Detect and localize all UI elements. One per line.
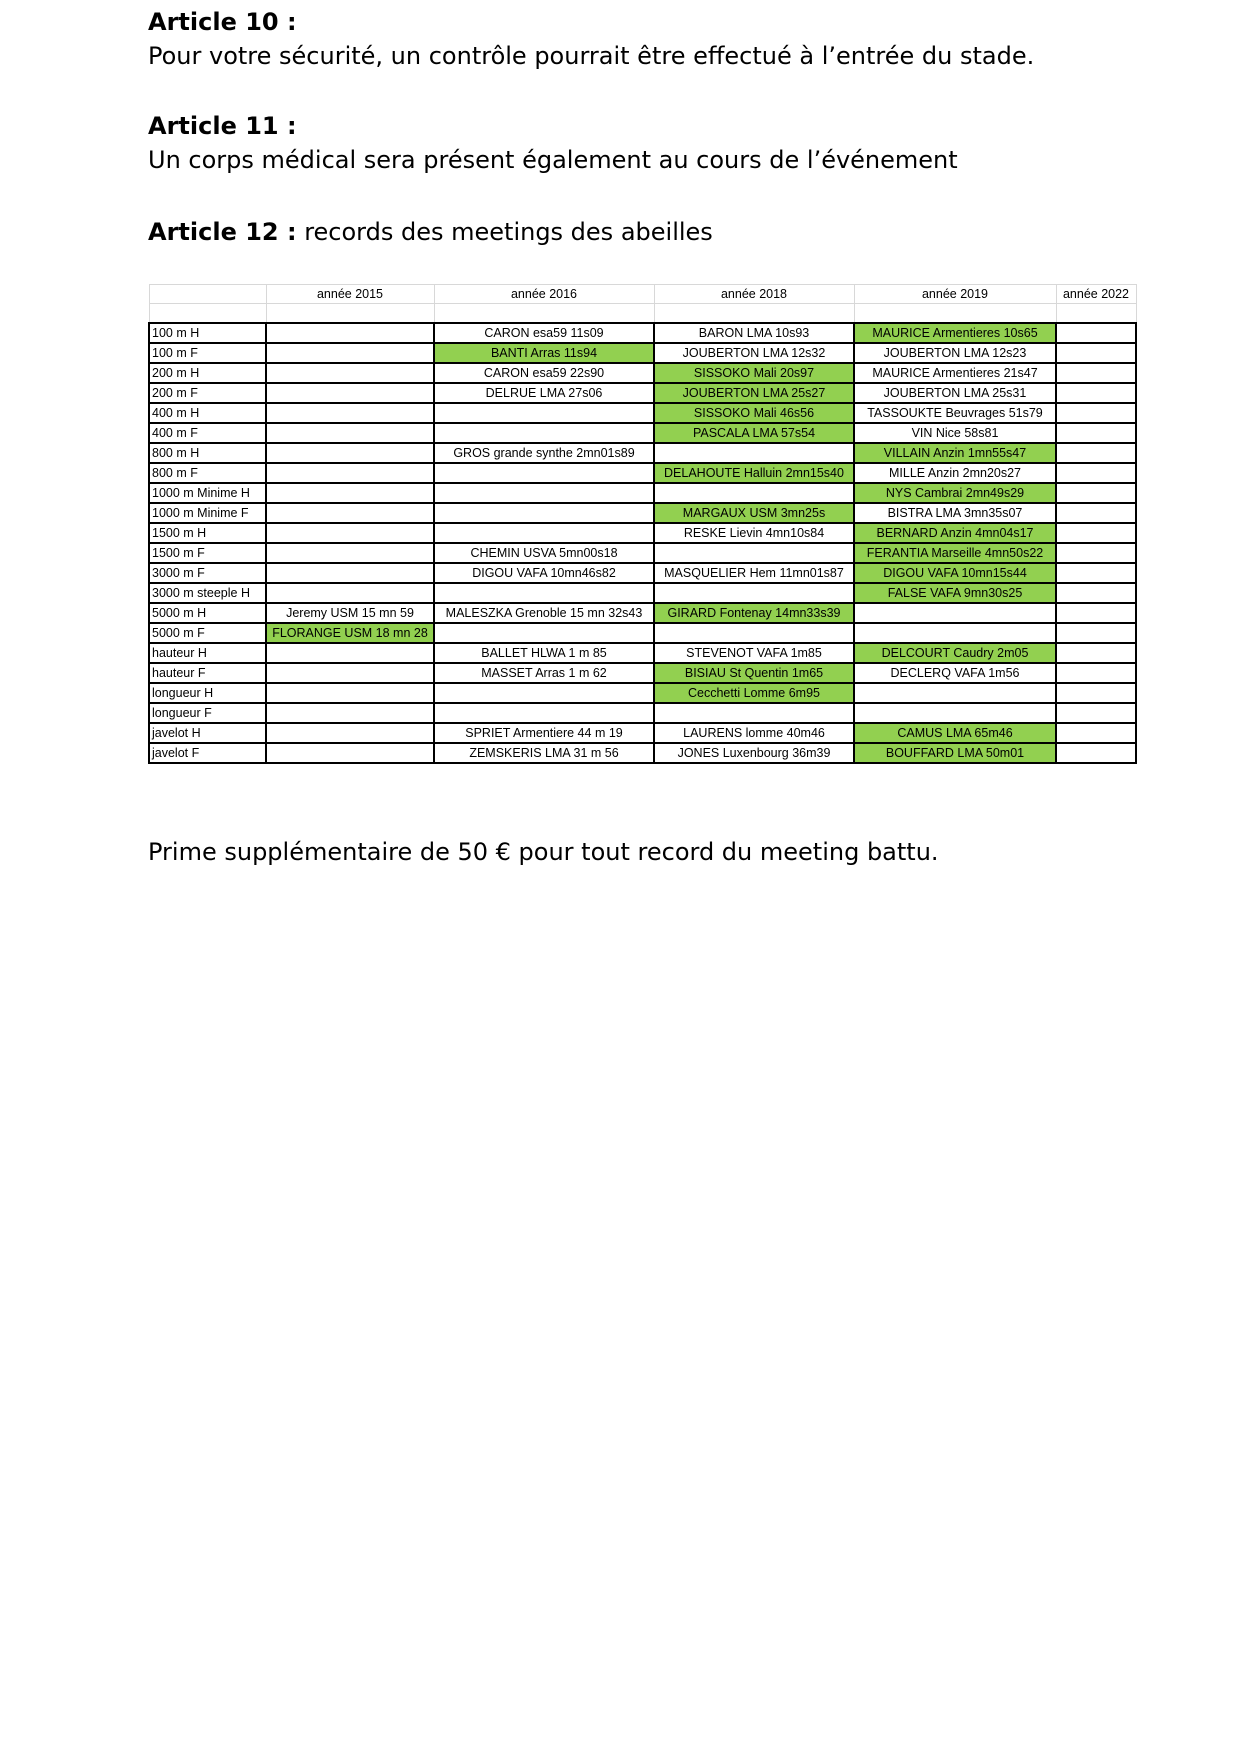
record-cell: MASQUELIER Hem 11mn01s87 <box>654 563 854 583</box>
article-12-inline: records des meetings des abeilles <box>304 218 713 246</box>
table-row <box>149 463 1136 483</box>
record-cell: Jeremy USM 15 mn 59 <box>266 603 434 623</box>
event-cell: longueur H <box>149 683 266 703</box>
event-cell: 800 m F <box>149 463 266 483</box>
table-row <box>149 403 1136 423</box>
record-cell <box>266 483 434 503</box>
table-row <box>149 343 1136 363</box>
article-11-body: Un corps médical sera présent également au cours de l’événement <box>148 146 958 174</box>
record-cell: MALESZKA Grenoble 15 mn 32s43 <box>434 603 654 623</box>
table-row <box>149 623 1136 643</box>
record-cell <box>1056 523 1136 543</box>
record-cell: BISTRA LMA 3mn35s07 <box>854 503 1056 523</box>
record-cell: SISSOKO Mali 20s97 <box>654 363 854 383</box>
record-cell <box>1056 483 1136 503</box>
record-cell: BERNARD Anzin 4mn04s17 <box>854 523 1056 543</box>
record-cell <box>434 483 654 503</box>
column-header: année 2019 <box>854 285 1056 304</box>
record-cell: CAMUS LMA 65m46 <box>854 723 1056 743</box>
column-header: année 2015 <box>266 285 434 304</box>
record-cell <box>266 703 434 723</box>
spacer-row <box>149 304 1136 324</box>
column-header: année 2018 <box>654 285 854 304</box>
spacer-cell <box>434 304 654 324</box>
record-cell: VILLAIN Anzin 1mn55s47 <box>854 443 1056 463</box>
record-cell <box>434 703 654 723</box>
record-cell <box>266 363 434 383</box>
record-cell <box>1056 603 1136 623</box>
record-cell <box>1056 383 1136 403</box>
record-cell: DIGOU VAFA 10mn15s44 <box>854 563 1056 583</box>
event-cell: javelot F <box>149 743 266 763</box>
record-cell <box>1056 703 1136 723</box>
record-cell: BANTI Arras 11s94 <box>434 343 654 363</box>
record-cell: PASCALA LMA 57s54 <box>654 423 854 443</box>
event-cell: javelot H <box>149 723 266 743</box>
event-cell: 1000 m Minime H <box>149 483 266 503</box>
record-cell <box>266 383 434 403</box>
column-header <box>149 285 266 304</box>
record-cell: JOUBERTON LMA 12s32 <box>654 343 854 363</box>
record-cell: MARGAUX USM 3mn25s <box>654 503 854 523</box>
table-row <box>149 503 1136 523</box>
spacer-cell <box>149 304 266 324</box>
record-cell <box>266 643 434 663</box>
table-row <box>149 663 1136 683</box>
column-header: année 2022 <box>1056 285 1136 304</box>
event-cell: 100 m F <box>149 343 266 363</box>
event-cell: 100 m H <box>149 323 266 343</box>
record-cell: JOUBERTON LMA 12s23 <box>854 343 1056 363</box>
article-10-title: Article 10 : <box>148 8 297 36</box>
record-cell <box>434 583 654 603</box>
record-cell: Cecchetti Lomme 6m95 <box>654 683 854 703</box>
event-cell: 1500 m F <box>149 543 266 563</box>
record-cell <box>854 603 1056 623</box>
record-cell <box>1056 723 1136 743</box>
record-cell <box>1056 563 1136 583</box>
spacer-cell <box>854 304 1056 324</box>
record-cell <box>1056 403 1136 423</box>
record-cell <box>1056 623 1136 643</box>
record-cell: STEVENOT VAFA 1m85 <box>654 643 854 663</box>
record-cell <box>434 403 654 423</box>
record-cell: SISSOKO Mali 46s56 <box>654 403 854 423</box>
record-cell <box>854 683 1056 703</box>
article-11-title: Article 11 : <box>148 112 297 140</box>
event-cell: hauteur H <box>149 643 266 663</box>
record-cell <box>266 443 434 463</box>
event-cell: 3000 m steeple H <box>149 583 266 603</box>
record-cell <box>854 623 1056 643</box>
table-row <box>149 723 1136 743</box>
record-cell <box>1056 663 1136 683</box>
event-cell: 5000 m F <box>149 623 266 643</box>
event-cell: 200 m H <box>149 363 266 383</box>
record-cell <box>654 703 854 723</box>
record-cell <box>1056 463 1136 483</box>
record-cell <box>434 463 654 483</box>
record-cell: GROS grande synthe 2mn01s89 <box>434 443 654 463</box>
record-cell: DELAHOUTE Halluin 2mn15s40 <box>654 463 854 483</box>
event-cell: 5000 m H <box>149 603 266 623</box>
spacer-cell <box>1056 304 1136 324</box>
event-cell: 1000 m Minime F <box>149 503 266 523</box>
table-row <box>149 523 1136 543</box>
record-cell <box>434 423 654 443</box>
record-cell <box>266 583 434 603</box>
record-cell <box>654 623 854 643</box>
record-cell: CHEMIN USVA 5mn00s18 <box>434 543 654 563</box>
record-cell: RESKE Lievin 4mn10s84 <box>654 523 854 543</box>
record-cell <box>1056 743 1136 763</box>
spacer-cell <box>266 304 434 324</box>
record-cell: MAURICE Armentieres 21s47 <box>854 363 1056 383</box>
table-row <box>149 323 1136 343</box>
record-cell <box>266 463 434 483</box>
table-row <box>149 423 1136 443</box>
record-cell: BOUFFARD LMA 50m01 <box>854 743 1056 763</box>
header-row <box>149 285 1136 304</box>
record-cell <box>266 403 434 423</box>
table-row <box>149 703 1136 723</box>
record-cell: MASSET Arras 1 m 62 <box>434 663 654 683</box>
record-cell: CARON esa59 11s09 <box>434 323 654 343</box>
record-cell: BARON LMA 10s93 <box>654 323 854 343</box>
record-cell <box>1056 643 1136 663</box>
record-cell <box>854 703 1056 723</box>
record-cell <box>266 523 434 543</box>
record-cell <box>1056 443 1136 463</box>
record-cell <box>1056 503 1136 523</box>
record-cell: FERANTIA Marseille 4mn50s22 <box>854 543 1056 563</box>
record-cell: FLORANGE USM 18 mn 28 <box>266 623 434 643</box>
spacer-cell <box>654 304 854 324</box>
table-row <box>149 683 1136 703</box>
table-row <box>149 583 1136 603</box>
article-11 <box>148 112 958 174</box>
article-12 <box>148 218 713 246</box>
record-cell: JOUBERTON LMA 25s31 <box>854 383 1056 403</box>
record-cell <box>1056 323 1136 343</box>
record-cell: BISIAU St Quentin 1m65 <box>654 663 854 683</box>
record-cell <box>266 503 434 523</box>
record-cell <box>266 563 434 583</box>
record-cell <box>654 443 854 463</box>
record-cell: ZEMSKERIS LMA 31 m 56 <box>434 743 654 763</box>
column-header: année 2016 <box>434 285 654 304</box>
record-cell: TASSOUKTE Beuvrages 51s79 <box>854 403 1056 423</box>
article-12-title: Article 12 : <box>148 218 297 246</box>
record-cell: NYS Cambrai 2mn49s29 <box>854 483 1056 503</box>
table-row <box>149 563 1136 583</box>
table-row <box>149 383 1136 403</box>
record-cell: DELCOURT Caudry 2m05 <box>854 643 1056 663</box>
record-cell <box>266 723 434 743</box>
event-cell: 1500 m H <box>149 523 266 543</box>
record-cell: MAURICE Armentieres 10s65 <box>854 323 1056 343</box>
record-cell: DECLERQ VAFA 1m56 <box>854 663 1056 683</box>
record-cell <box>266 423 434 443</box>
event-cell: 200 m F <box>149 383 266 403</box>
prime-note: Prime supplémentaire de 50 € pour tout record du meeting battu. <box>148 838 939 866</box>
record-cell <box>1056 543 1136 563</box>
record-cell: FALSE VAFA 9mn30s25 <box>854 583 1056 603</box>
record-cell: DELRUE LMA 27s06 <box>434 383 654 403</box>
event-cell: 3000 m F <box>149 563 266 583</box>
article-10 <box>148 8 1034 70</box>
record-cell <box>1056 683 1136 703</box>
record-cell <box>266 543 434 563</box>
table-row <box>149 363 1136 383</box>
record-cell <box>266 663 434 683</box>
record-cell <box>654 543 854 563</box>
record-cell <box>434 623 654 643</box>
record-cell <box>654 583 854 603</box>
table-row <box>149 443 1136 463</box>
event-cell: hauteur F <box>149 663 266 683</box>
record-cell: BALLET HLWA 1 m 85 <box>434 643 654 663</box>
table-row <box>149 543 1136 563</box>
record-cell <box>1056 423 1136 443</box>
table-row <box>149 643 1136 663</box>
table-row <box>149 603 1136 623</box>
record-cell <box>266 743 434 763</box>
record-cell <box>1056 583 1136 603</box>
record-cell: MILLE Anzin 2mn20s27 <box>854 463 1056 483</box>
record-cell: VIN Nice 58s81 <box>854 423 1056 443</box>
record-cell: JOUBERTON LMA 25s27 <box>654 383 854 403</box>
event-cell: longueur F <box>149 703 266 723</box>
record-cell <box>266 683 434 703</box>
record-cell <box>654 483 854 503</box>
record-cell <box>1056 363 1136 383</box>
record-cell: JONES Luxenbourg 36m39 <box>654 743 854 763</box>
record-cell <box>434 683 654 703</box>
event-cell: 400 m H <box>149 403 266 423</box>
event-cell: 800 m H <box>149 443 266 463</box>
record-cell <box>434 523 654 543</box>
event-cell: 400 m F <box>149 423 266 443</box>
record-cell: GIRARD Fontenay 14mn33s39 <box>654 603 854 623</box>
record-cell: DIGOU VAFA 10mn46s82 <box>434 563 654 583</box>
record-cell <box>434 503 654 523</box>
table-row <box>149 743 1136 763</box>
record-cell <box>266 323 434 343</box>
record-cell: CARON esa59 22s90 <box>434 363 654 383</box>
record-cell: SPRIET Armentiere 44 m 19 <box>434 723 654 743</box>
table-row <box>149 483 1136 503</box>
article-10-body: Pour votre sécurité, un contrôle pourrait être effectué à l’entrée du stade. <box>148 42 1035 70</box>
records-table <box>148 284 1137 764</box>
record-cell <box>1056 343 1136 363</box>
record-cell <box>266 343 434 363</box>
record-cell: LAURENS lomme 40m46 <box>654 723 854 743</box>
